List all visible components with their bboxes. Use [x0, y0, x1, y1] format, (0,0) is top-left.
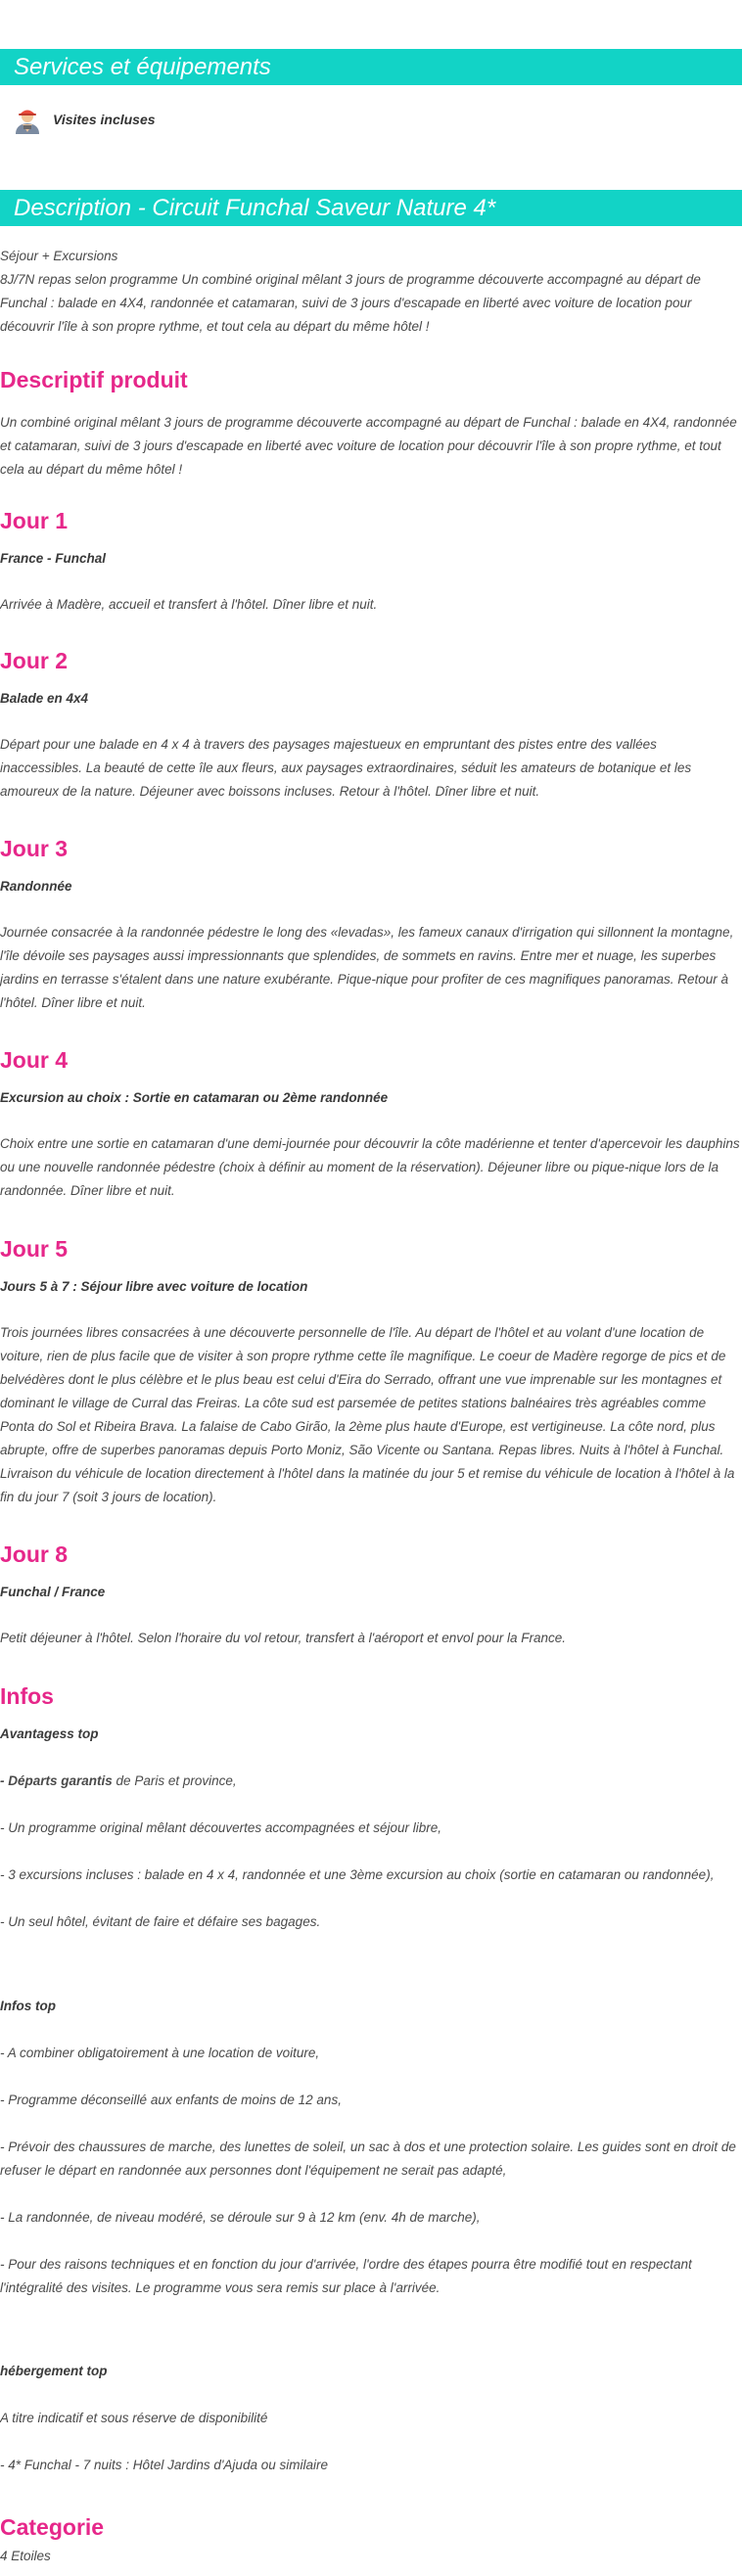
- description-banner: [0, 190, 742, 226]
- description-text: [0, 245, 742, 339]
- infos-item: [0, 2136, 742, 2183]
- hebergement-item-text: - 4* Funchal - 7 nuits : Hôtel Jardins d'Ajuda ou similaire: [0, 2458, 328, 2472]
- avantages-item-text: de Paris et province,: [112, 1773, 237, 1788]
- infos-top-title-block: [0, 1995, 742, 2018]
- day-title: Jour 2: [0, 648, 69, 673]
- categorie-value: 4 Etoiles: [0, 2549, 51, 2563]
- day-text: Arrivée à Madère, accueil et transfert à l'hôtel. Dîner libre et nuit.: [0, 597, 378, 612]
- day-2-section: [0, 646, 742, 804]
- feature-label: Visites incluses: [53, 112, 156, 127]
- day-text: Choix entre une sortie en catamaran d'une demi-journée pour découvrir la côte madérienne et tenter d'apercevoir les dauphins ou une nouvelle randonnée pédestre (choix à définir au moment de la réservation). Déjeuner libre ou pique-nique lors de la randonnée. Dîner libre et nuit.: [0, 1136, 740, 1198]
- infos-item: [0, 2253, 742, 2300]
- avantages-item-bold: - Départs garantis: [0, 1773, 113, 1788]
- infos-item-text: - Programme déconseillé aux enfants de moins de 12 ans,: [0, 2093, 342, 2107]
- day-title: Jour 1: [0, 508, 69, 533]
- avantages-item-text: - Un seul hôtel, évitant de faire et défaire ses bagages.: [0, 1914, 321, 1929]
- feature-visites: [12, 104, 156, 135]
- day-subtitle: Excursion au choix : Sortie en catamaran ou 2ème randonnée: [0, 1090, 389, 1105]
- day-1-section: [0, 506, 742, 617]
- day-title: Jour 3: [0, 836, 69, 861]
- day-4-section: [0, 1045, 742, 1203]
- hebergement-item-text: A titre indicatif et sous réserve de disponibilité: [0, 2411, 268, 2425]
- hebergement-title-block: [0, 2360, 742, 2383]
- avantages-item: [0, 1770, 742, 1793]
- day-subtitle: Funchal / France: [0, 1585, 106, 1599]
- day-title: Jour 8: [0, 1541, 69, 1567]
- day-subtitle: France - Funchal: [0, 551, 107, 566]
- descriptif-title: Descriptif produit: [0, 367, 188, 392]
- categorie-title: Categorie: [0, 2514, 105, 2540]
- guide-person-icon: [12, 104, 43, 135]
- avantages-title: Avantagess top: [0, 1726, 99, 1741]
- infos-item: [0, 2042, 742, 2065]
- services-banner: [0, 49, 742, 85]
- infos-item-text: - Pour des raisons techniques et en fonction du jour d'arrivée, l'ordre des étapes pourra être modifié tout en respectant l'intégralité des visites. Le programme vous sera remis sur place à l'arrivée.: [0, 2257, 692, 2295]
- description-line1: Séjour + Excursions: [0, 249, 118, 263]
- day-subtitle: Randonnée: [0, 879, 72, 894]
- descriptif-text: Un combiné original mêlant 3 jours de programme découverte accompagné au départ de Funchal : balade en 4X4, randonnée et catamaran, suivi de 3 jours d'escapade en liberté avec voiture de location pour découvrir l'île à son propre rythme, et tout cela au départ du même hôtel !: [0, 415, 737, 477]
- day-3-section: [0, 834, 742, 1015]
- infos-item: [0, 2206, 742, 2230]
- hebergement-title: hébergement top: [0, 2364, 108, 2378]
- day-text: Journée consacrée à la randonnée pédestre le long des «levadas», les fameux canaux d'irrigation qui sillonnent la montagne, l'île dévoile ses paysages aussi impressionnants que splendides, de sommets en ravins. Entre mer et nuage, les superbes jardins en terrasse s'étalent dans une nature exubérante. Pique-nique pour profiter de ces magnifiques panoramas. Retour à l'hôtel. Dîner libre et nuit.: [0, 925, 734, 1010]
- infos-top-title: Infos top: [0, 1999, 56, 2013]
- infos-item-text: - Prévoir des chaussures de marche, des lunettes de soleil, un sac à dos et une protection solaire. Les guides sont en droit de refuser le départ en randonnée aux personnes dont l'équipement ne serait pas adapté,: [0, 2139, 736, 2178]
- avantages-item: [0, 1817, 742, 1840]
- categorie-section: [0, 2512, 742, 2568]
- avantages-item: [0, 1910, 742, 1934]
- day-5-section: [0, 1234, 742, 1509]
- avantages-item-text: - Un programme original mêlant découvertes accompagnées et séjour libre,: [0, 1820, 441, 1835]
- infos-item-text: - A combiner obligatoirement à une location de voiture,: [0, 2046, 320, 2060]
- infos-item-text: - La randonnée, de niveau modéré, se déroule sur 9 à 12 km (env. 4h de marche),: [0, 2210, 481, 2225]
- services-title: Services et équipements: [14, 54, 271, 80]
- infos-section: [0, 1681, 742, 1746]
- day-8-section: [0, 1540, 742, 1650]
- hebergement-item: [0, 2407, 742, 2430]
- description-title: Description - Circuit Funchal Saveur Nature 4*: [14, 195, 496, 221]
- day-title: Jour 4: [0, 1047, 69, 1073]
- day-subtitle: Balade en 4x4: [0, 691, 89, 706]
- infos-title: Infos: [0, 1683, 54, 1709]
- day-text: Départ pour une balade en 4 x 4 à travers des paysages majestueux en empruntant des pistes entre des vallées inaccessibles. La beauté de cette île aux fleurs, aux paysages extraordinaires, séduit les amateurs de botanique et les amoureux de la nature. Déjeuner avec boissons incluses. Retour à l'hôtel. Dîner libre et nuit.: [0, 737, 692, 799]
- avantages-item: [0, 1863, 742, 1887]
- avantages-item-text: - 3 excursions incluses : balade en 4 x 4, randonnée et une 3ème excursion au choix (sortie en catamaran ou randonnée),: [0, 1867, 715, 1882]
- day-text: Petit déjeuner à l'hôtel. Selon l'horaire du vol retour, transfert à l'aéroport et envol pour la France.: [0, 1631, 567, 1645]
- infos-item: [0, 2089, 742, 2112]
- day-subtitle: Jours 5 à 7 : Séjour libre avec voiture de location: [0, 1279, 308, 1294]
- description-line2: 8J/7N repas selon programme Un combiné original mêlant 3 jours de programme découverte accompagné au départ de Funchal : balade en 4X4, randonnée et catamaran, suivi de 3 jours d'escapade en liberté avec voiture de location pour découvrir l'île à son propre rythme, et tout cela au départ du même hôtel !: [0, 272, 701, 334]
- descriptif-section: [0, 365, 742, 482]
- day-text: Trois journées libres consacrées à une découverte personnelle de l'île. Au départ de l'hôtel et au volant d'une location de voiture, rien de plus facile que de visiter à son propre rythme cette île magnifique. Le coeur de Madère regorge de pics et de belvédères dont le plus célèbre et le plus beau est celui d'Eira do Serrado, offrant une vue imprenable sur les montagnes et dominant le village de Curral das Freiras. La côte sud est parsemée de petites stations balnéaires très agréables comme Ponta do Sol et Ribeira Brava. La falaise de Cabo Girão, la 2ème plus haute d'Europe, est vertigineuse. La côte nord, plus abrupte, offre de superbes panoramas depuis Porto Moniz, São Vicente ou Santana. Repas libres. Nuits à l'hôtel à Funchal. Livraison du véhicule de location directement à l'hôtel dans la matinée du jour 5 et remise du véhicule de location à l'hôtel à la fin du jour 7 (soit 3 jours de location).: [0, 1325, 735, 1504]
- day-title: Jour 5: [0, 1236, 69, 1262]
- hebergement-item: [0, 2454, 742, 2477]
